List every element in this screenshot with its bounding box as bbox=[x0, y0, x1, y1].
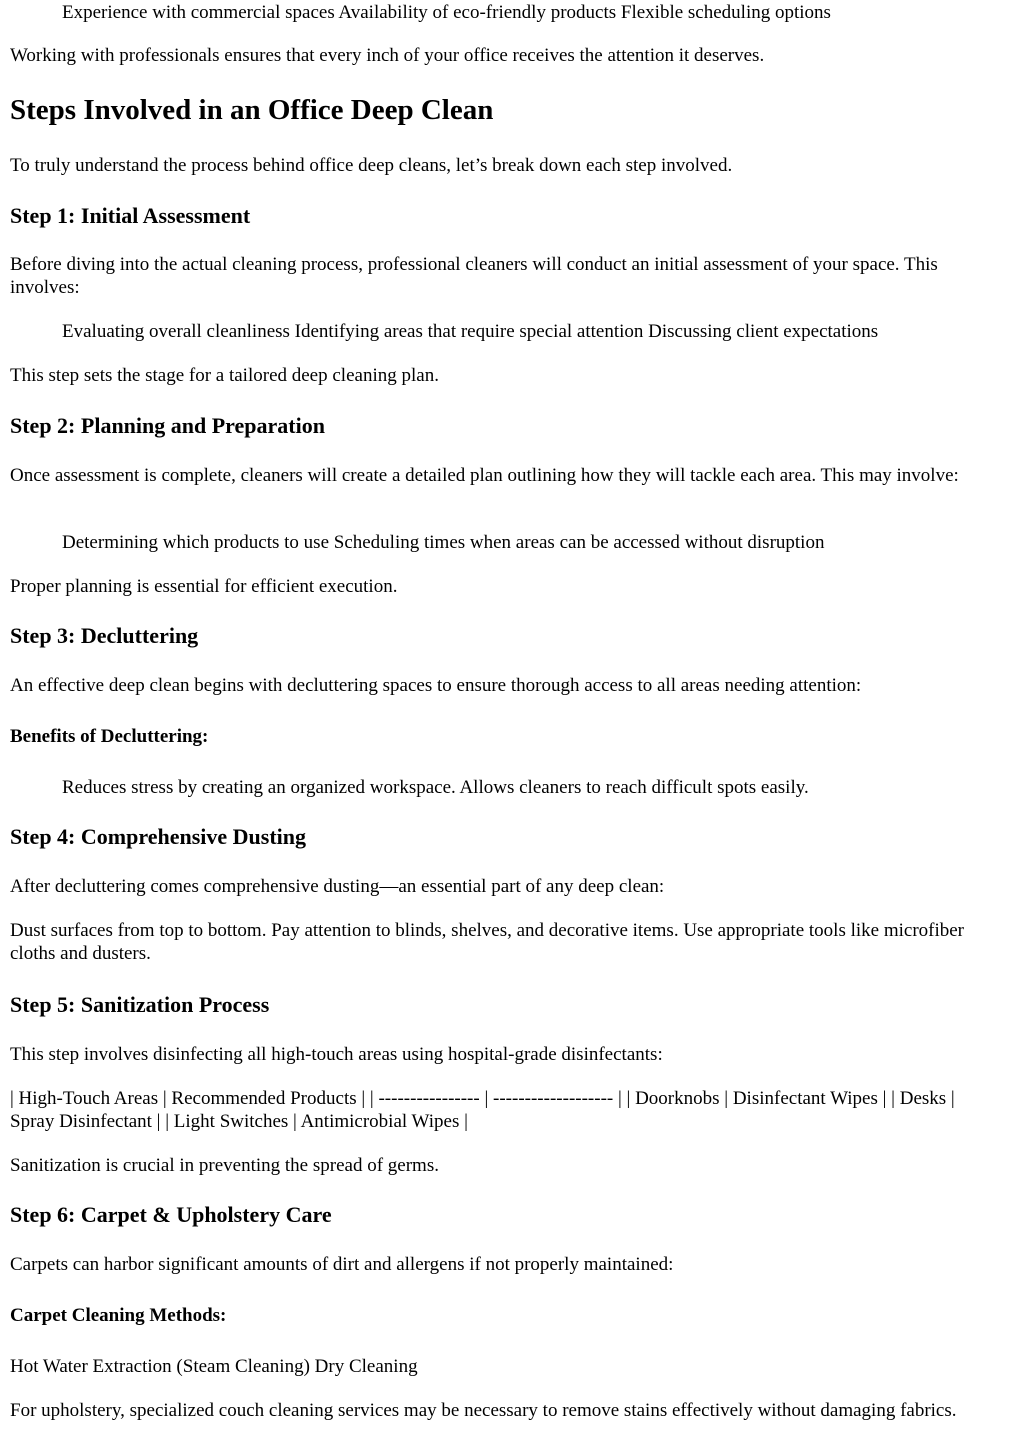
step-4-paragraph-2: Dust surfaces from top to bottom. Pay attention to blinds, shelves, and decorative items. Use appropriate tools like microfiber cloths and dusters. bbox=[10, 920, 965, 964]
professionals-paragraph: Working with professionals ensures that every inch of your office receives the attention it deserves. bbox=[10, 45, 765, 66]
step-3-paragraph: An effective deep clean begins with decluttering spaces to ensure thorough access to all areas needing attention: bbox=[10, 675, 862, 696]
step-1-list: Evaluating overall cleanliness Identifying areas that require special attention Discussing client expectations bbox=[62, 321, 879, 342]
section-intro: To truly understand the process behind office deep cleans, let’s break down each step involved. bbox=[10, 155, 733, 176]
step-2-heading: Step 2: Planning and Preparation bbox=[10, 413, 325, 438]
step-1-outro: This step sets the stage for a tailored deep cleaning plan. bbox=[10, 365, 439, 386]
step-6-subheading: Carpet Cleaning Methods: bbox=[10, 1305, 227, 1326]
step-1-heading: Step 1: Initial Assessment bbox=[10, 203, 251, 228]
step-6-heading: Step 6: Carpet & Upholstery Care bbox=[10, 1202, 332, 1227]
step-4-paragraph: After decluttering comes comprehensive dusting—an essential part of any deep clean: bbox=[10, 876, 665, 897]
step-1-paragraph: Before diving into the actual cleaning process, professional cleaners will conduct an initial assessment of your space. This involves: bbox=[10, 254, 938, 298]
step-6-paragraph: Carpets can harbor significant amounts of dirt and allergens if not properly maintained: bbox=[10, 1254, 674, 1275]
step-3-heading: Step 3: Decluttering bbox=[10, 623, 199, 648]
step-5-paragraph: This step involves disinfecting all high-touch areas using hospital-grade disinfectants: bbox=[10, 1044, 663, 1065]
step-2-outro: Proper planning is essential for efficient execution. bbox=[10, 576, 398, 597]
step-5-outro: Sanitization is crucial in preventing the spread of germs. bbox=[10, 1155, 439, 1176]
step-4-heading: Step 4: Comprehensive Dusting bbox=[10, 824, 307, 849]
services-list: Experience with commercial spaces Availability of eco-friendly products Flexible scheduling options bbox=[62, 2, 831, 23]
sanitization-table-text: | High-Touch Areas | Recommended Products | | ---------------- | ------------------- | | Doorknobs | Disinfectant Wipes | | Desks | Spray Disinfectant | | Light Switches | Antimicrobial Wipes | bbox=[10, 1088, 955, 1132]
step-3-subheading: Benefits of Decluttering: bbox=[10, 726, 209, 747]
step-6-list: Hot Water Extraction (Steam Cleaning) Dry Cleaning bbox=[10, 1356, 418, 1377]
step-3-list: Reduces stress by creating an organized workspace. Allows cleaners to reach difficult spots easily. bbox=[62, 777, 809, 798]
step-6-outro: For upholstery, specialized couch cleaning services may be necessary to remove stains effectively without damaging fabrics. bbox=[10, 1400, 957, 1421]
step-2-paragraph: Once assessment is complete, cleaners will create a detailed plan outlining how they will tackle each area. This may involve: bbox=[10, 465, 959, 486]
section-title: Steps Involved in an Office Deep Clean bbox=[10, 94, 494, 126]
step-2-list: Determining which products to use Scheduling times when areas can be accessed without disruption bbox=[62, 532, 825, 553]
step-5-heading: Step 5: Sanitization Process bbox=[10, 992, 270, 1017]
